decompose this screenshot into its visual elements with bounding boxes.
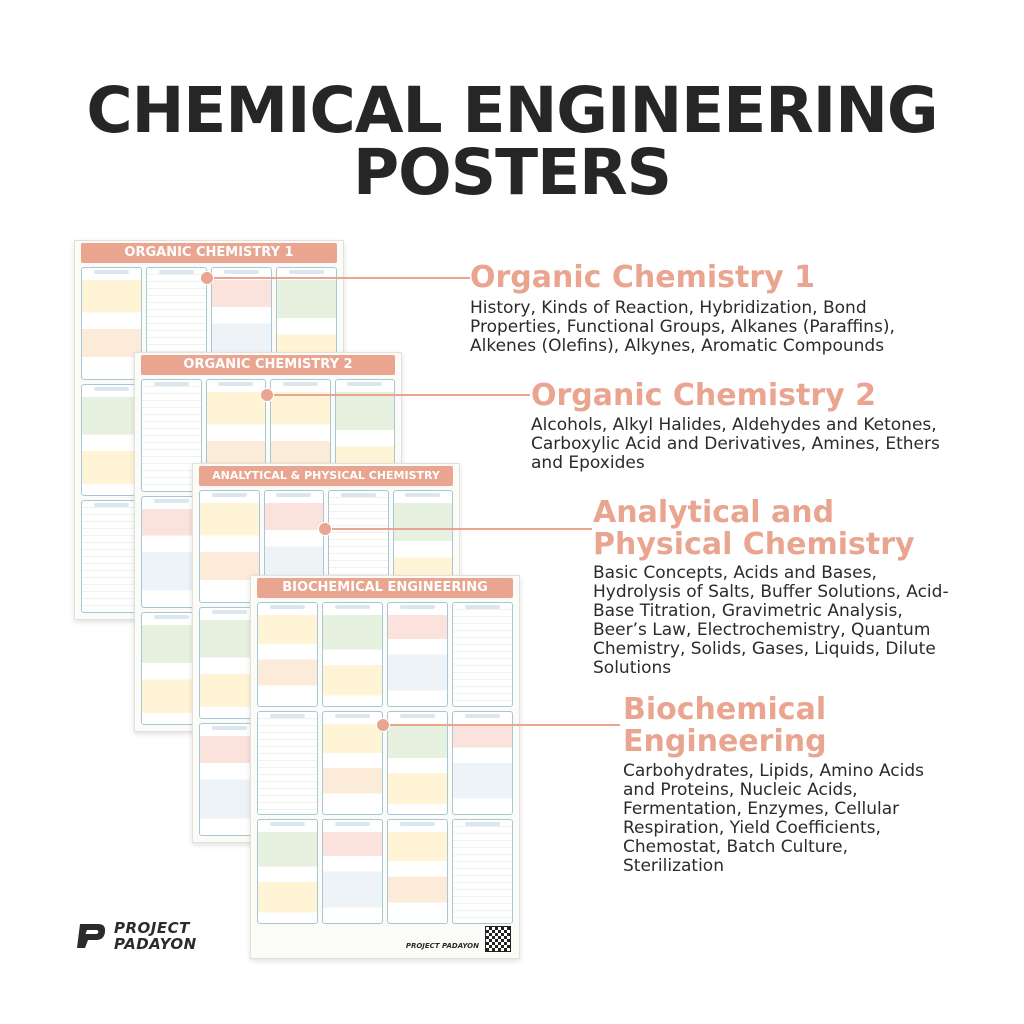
poster-header: ORGANIC CHEMISTRY 2 <box>141 355 395 375</box>
topic-description-biochemical-engineering: Carbohydrates, Lipids, Amino Acids and Proteins, Nucleic Acids, Fermentation, Enzymes, Cellular Respiration, Yield Coefficients, Chemostat, Batch Culture, Sterilization <box>623 761 924 876</box>
poster-panel <box>452 602 513 707</box>
poster-biochemical-engineering <box>250 575 520 959</box>
connector-dot <box>200 271 214 285</box>
topic-title-biochemical-engineering: Biochemical Engineering <box>623 692 827 759</box>
poster-panel <box>81 384 142 497</box>
topic-description-organic-chemistry-2: Alcohols, Alkyl Halides, Aldehydes and Ketones, Carboxylic Acid and Derivatives, Amines, Ethers and Epoxides <box>531 415 940 473</box>
poster-panel <box>322 819 383 924</box>
connector-line <box>382 724 620 726</box>
poster-panel <box>387 711 448 816</box>
poster-panel <box>387 602 448 707</box>
brand-mark-icon <box>74 920 108 952</box>
topic-title-organic-chemistry-2: Organic Chemistry 2 <box>531 378 877 413</box>
connector-dot <box>260 388 274 402</box>
poster-brand-logo: PROJECT PADAYON <box>405 942 479 950</box>
title-line-2: POSTERS <box>353 136 671 209</box>
poster-header: ORGANIC CHEMISTRY 1 <box>81 243 337 263</box>
poster-panel <box>257 602 318 707</box>
poster-panel <box>322 711 383 816</box>
poster-panel <box>387 819 448 924</box>
poster-panel <box>452 711 513 816</box>
page-title <box>0 74 1024 209</box>
connector-line <box>324 528 592 530</box>
topic-title-organic-chemistry-1: Organic Chemistry 1 <box>470 260 816 295</box>
poster-panel <box>322 602 383 707</box>
title-line-1: CHEMICAL ENGINEERING <box>86 74 938 147</box>
poster-panel <box>257 711 318 816</box>
topic-description-organic-chemistry-1: History, Kinds of Reaction, Hybridization, Bond Properties, Functional Groups, Alkanes (Paraffins), Alkenes (Olefins), Alkynes, Aromatic Compounds <box>470 298 895 356</box>
brand-name: PROJECT PADAYON <box>114 919 197 953</box>
project-padayon-logo <box>74 918 197 954</box>
poster-panel <box>452 819 513 924</box>
poster-panel <box>81 500 142 613</box>
qr-code <box>485 926 511 952</box>
poster-panel <box>257 819 318 924</box>
topic-title-analytical-physical-chemistry: Analytical and Physical Chemistry <box>593 495 915 562</box>
poster-header: BIOCHEMICAL ENGINEERING <box>257 578 513 598</box>
connector-line <box>206 277 470 279</box>
poster-panel <box>81 267 142 380</box>
connector-dot <box>376 718 390 732</box>
connector-line <box>266 394 530 396</box>
poster-content <box>257 602 513 924</box>
topic-description-analytical-physical-chemistry: Basic Concepts, Acids and Bases, Hydrolysis of Salts, Buffer Solutions, Acid- Base Titration, Gravimetric Analysis, Beer’s Law, Electrochemistry, Quantum Chemistry, Solids, Gases, Liquids, Dilute Solutions <box>593 563 949 678</box>
connector-dot <box>318 522 332 536</box>
poster-header: ANALYTICAL & PHYSICAL CHEMISTRY <box>199 466 453 486</box>
